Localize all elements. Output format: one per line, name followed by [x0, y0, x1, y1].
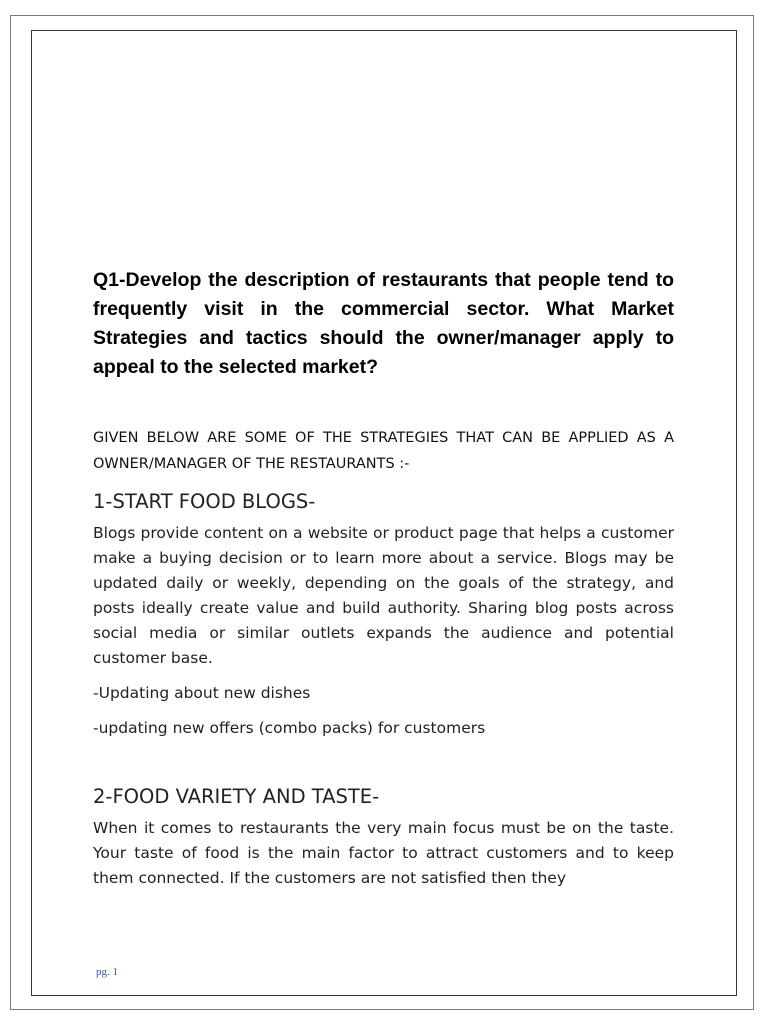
- question-text: Q1-Develop the description of restaurants that people tend to frequently visit in the commercial sector. What Market Strategies and tactics should the owner/manager apply to appeal to the selected market?: [93, 269, 674, 378]
- document-body: [93, 266, 674, 891]
- page-number: pg. 1: [96, 966, 118, 978]
- section-heading-food-variety: 2-FOOD VARIETY AND TASTE-: [93, 785, 380, 808]
- list-item: -updating new offers (combo packs) for customers: [93, 719, 486, 737]
- section-heading-food-blogs: 1-START FOOD BLOGS-: [93, 490, 316, 513]
- section-paragraph-food-variety: When it comes to restaurants the very main focus must be on the taste. Your taste of food is the main factor to attract customers and to keep them connected. If the customers are not satisfied then they: [93, 819, 674, 887]
- section-paragraph-food-blogs: Blogs provide content on a website or product page that helps a customer make a buying decision or to learn more about a service. Blogs may be updated daily or weekly, depending on the goals of the strategy, and posts ideally create value and build authority. Sharing blog posts across social media or similar outlets expands the audience and potential customer base.: [93, 524, 674, 667]
- intro-text: GIVEN BELOW ARE SOME OF THE STRATEGIES THAT CAN BE APPLIED AS A OWNER/MANAGER OF THE RESTAURANTS :-: [93, 430, 674, 472]
- list-item: -Updating about new dishes: [93, 684, 311, 702]
